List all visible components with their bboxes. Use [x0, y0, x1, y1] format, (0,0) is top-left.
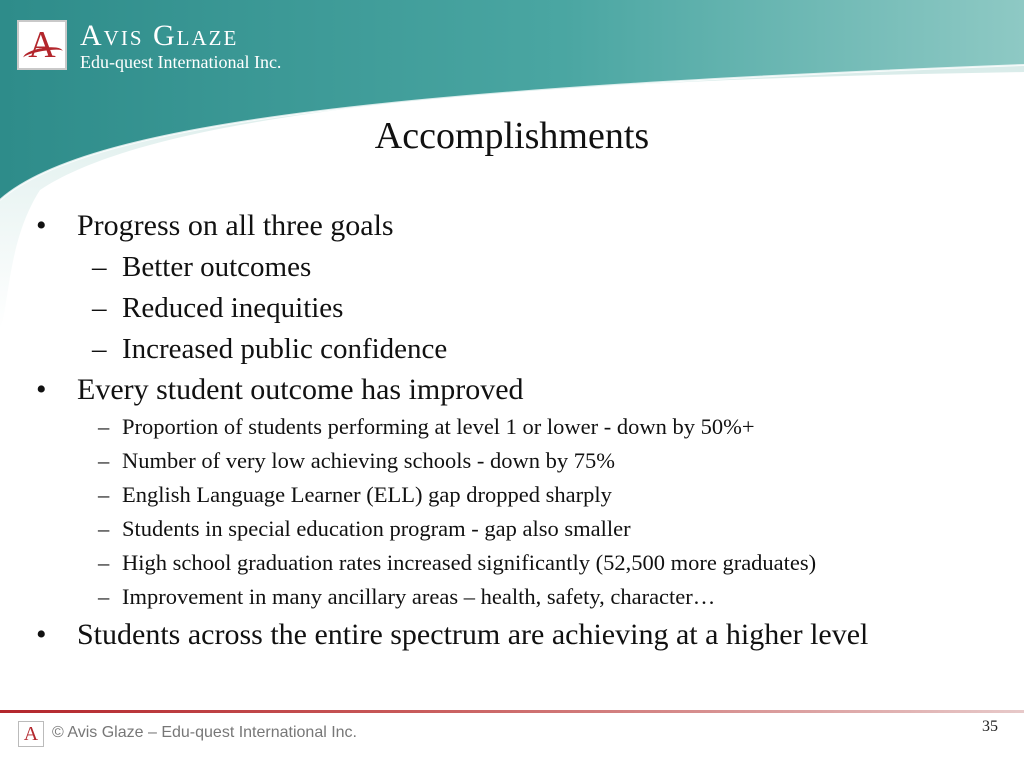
brand-block: [80, 20, 281, 72]
detail-bullet-text: English Language Learner (ELL) gap dropped sharply: [122, 482, 612, 507]
page-number: 35: [982, 718, 998, 735]
sub-bullet-text: Reduced inequities: [122, 292, 344, 324]
brand-logo-letter: A: [28, 24, 56, 66]
detail-bullet-text: High school graduation rates increased significantly (52,500 more graduates): [122, 550, 817, 575]
footer-divider: [0, 710, 1024, 713]
sub-bullet-text: Better outcomes: [122, 251, 312, 283]
bullet-text: Students across the entire spectrum are achieving at a higher level: [77, 618, 869, 651]
dash-marker: –: [98, 550, 110, 575]
detail-bullet-text: Improvement in many ancillary areas – health, safety, character…: [122, 584, 716, 609]
dash-marker: –: [98, 414, 110, 439]
dash-marker: –: [98, 516, 110, 541]
footer-copyright: © Avis Glaze – Edu-quest International Inc.: [52, 724, 357, 741]
dash-marker: –: [92, 251, 107, 283]
brand-logo: [17, 20, 67, 70]
dash-marker: –: [98, 448, 110, 473]
dash-marker: –: [92, 333, 107, 365]
bullet-marker: •: [36, 618, 47, 651]
dash-marker: –: [92, 292, 107, 324]
brand-name: Avis Glaze: [80, 19, 239, 52]
slide-title: Accomplishments: [374, 115, 650, 157]
bullet-marker: •: [36, 373, 47, 406]
dash-marker: –: [98, 584, 110, 609]
brand-subtitle: Edu-quest International Inc.: [80, 52, 282, 72]
detail-bullet-text: Proportion of students performing at level 1 or lower - down by 50%+: [122, 414, 755, 439]
detail-bullet-text: Students in special education program - gap also smaller: [122, 516, 631, 541]
detail-bullet-text: Number of very low achieving schools - down by 75%: [122, 448, 616, 473]
bullet-text: Every student outcome has improved: [77, 373, 524, 406]
sub-bullet-text: Increased public confidence: [122, 333, 448, 365]
bullet-marker: •: [36, 209, 47, 242]
dash-marker: –: [98, 482, 110, 507]
bullet-text: Progress on all three goals: [77, 209, 394, 242]
footer-logo: A: [18, 721, 44, 747]
